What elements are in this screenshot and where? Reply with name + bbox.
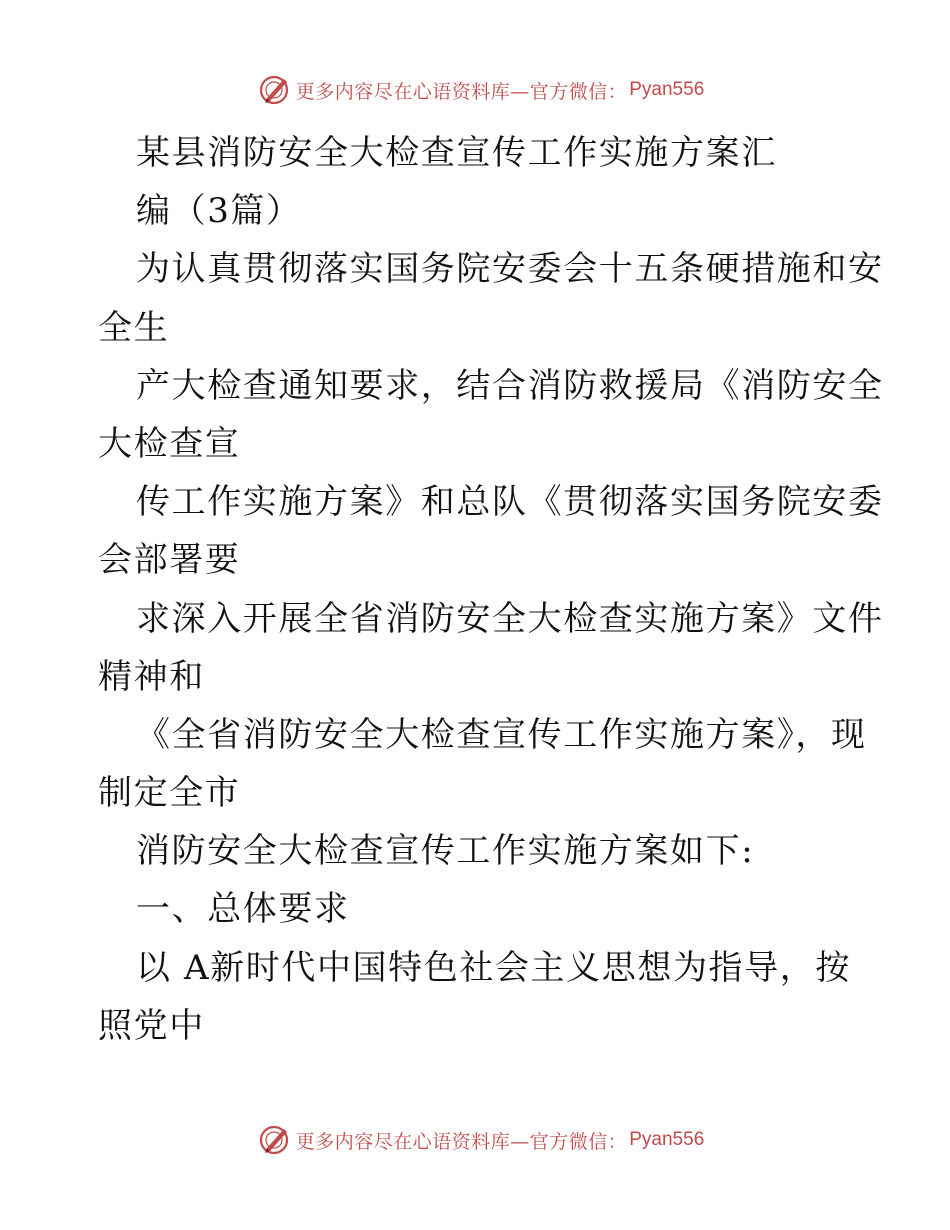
paragraph-line: 制定全市 bbox=[98, 773, 241, 814]
banner-text: 更多内容尽在心语资料库—官方微信： bbox=[295, 80, 628, 103]
paragraph-line: 《全省消防安全大检查宣传工作实施方案》，现 bbox=[136, 714, 867, 755]
pen-logo-icon bbox=[258, 73, 292, 107]
paragraph-line: 会部署要 bbox=[98, 540, 241, 581]
paragraph-line: 消防安全大检查宣传工作实施方案如下: bbox=[136, 831, 755, 872]
paragraph-line: 产大检查通知要求，结合消防救援局《消防安全 bbox=[136, 365, 884, 406]
paragraph-line: 传工作实施方案》和总队《贯彻落实国务院安委 bbox=[136, 482, 884, 523]
paragraph-line: 照党中 bbox=[98, 1005, 205, 1046]
document-body bbox=[98, 124, 884, 1055]
footer-banner bbox=[0, 1120, 950, 1160]
header-banner bbox=[0, 70, 950, 110]
paragraph-line: 求深入开展全省消防安全大检查实施方案》文件 bbox=[136, 598, 884, 639]
paragraph-line: 为认真贯彻落实国务院安委会十五条硬措施和安 bbox=[136, 249, 884, 290]
banner-text: 更多内容尽在心语资料库—官方微信： bbox=[295, 1130, 628, 1153]
banner-wechat-id: Pyan556 bbox=[629, 1129, 705, 1150]
title-line-2: 编（3篇） bbox=[136, 191, 302, 232]
banner-wechat-id: Pyan556 bbox=[629, 79, 705, 100]
paragraph-line: 精神和 bbox=[98, 656, 205, 697]
paragraph-line: 大检查宣 bbox=[98, 423, 241, 464]
title-line-1: 某县消防安全大检查宣传工作实施方案汇 bbox=[136, 133, 777, 173]
paragraph-line: 以 A新时代中国特色社会主义思想为指导，按 bbox=[136, 947, 851, 988]
section-heading: 一、总体要求 bbox=[136, 889, 350, 930]
pen-logo-icon bbox=[258, 1123, 292, 1157]
paragraph-line: 全生 bbox=[98, 307, 170, 348]
